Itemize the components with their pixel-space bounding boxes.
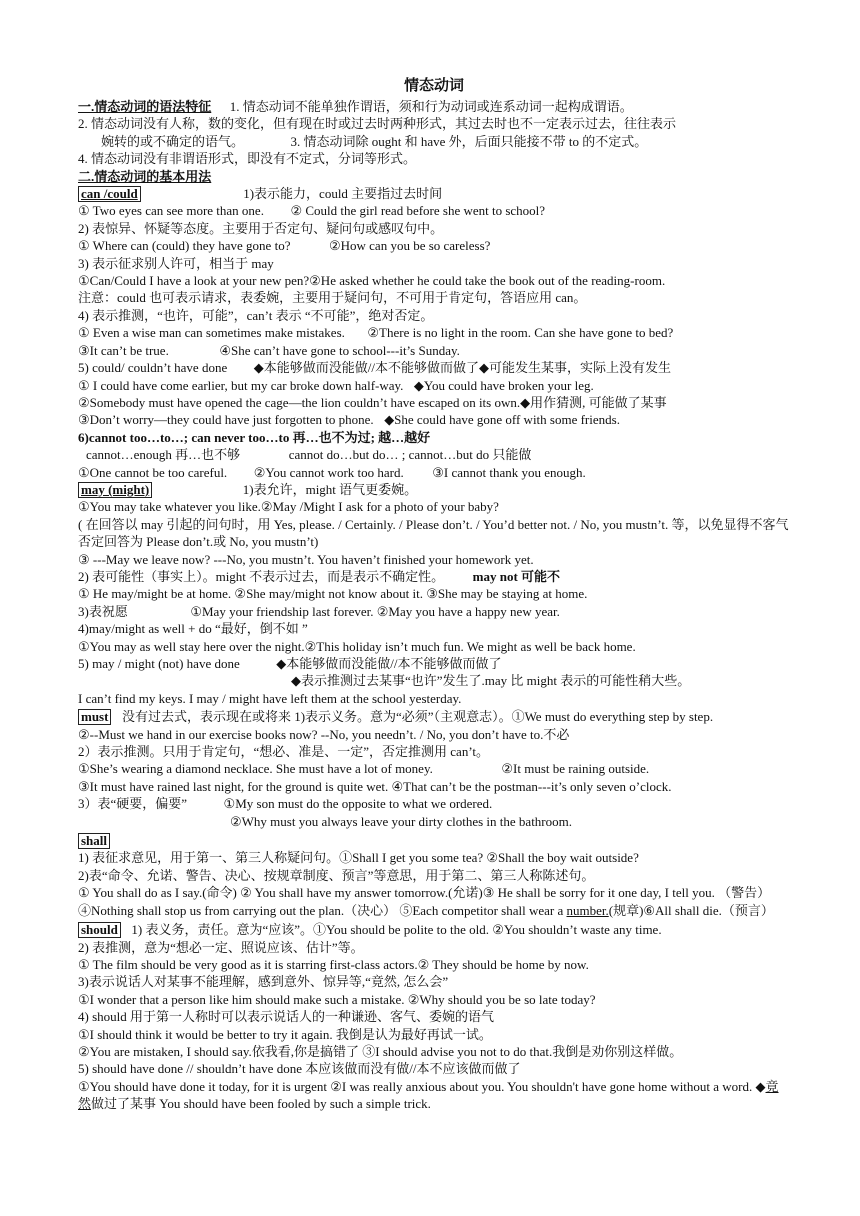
can-example-6b: ②You cannot work too hard. <box>253 464 404 480</box>
must-example-2c: ③It must have rained last night, for the ground is quite wet. ④That can’t be the postman---it’s only seven o’clock. <box>78 778 672 794</box>
may-usage-3-line <box>78 603 790 620</box>
may-usage-4: 4)may/might as well + do “最好，倒不如 ” <box>78 621 308 637</box>
can-usage-5-line <box>78 359 790 376</box>
must-usage-3-line <box>78 795 790 812</box>
should-usage-5: 5) should have done // shouldn’t have done 本应该做而没有做//本不应该做而做了 <box>78 1061 521 1077</box>
can-example-4a: ① Even a wise man can sometimes make mistakes. <box>78 325 345 341</box>
can-example-4d: ④She can’t have gone to school---it’s Sunday. <box>219 342 460 358</box>
can-example-6c: ③I cannot thank you enough. <box>432 464 586 480</box>
shall-label-line <box>78 832 790 849</box>
may-example-3: ①May your friendship last forever. ②May you have a happy new year. <box>190 603 560 619</box>
may-usage-5-line <box>78 655 790 672</box>
must-label: must <box>78 709 111 725</box>
must-example-2a: ①She’s wearing a diamond necklace. She must have a lot of money. <box>78 761 433 777</box>
can-example-5-line3 <box>78 411 790 428</box>
shall-usage-2: 2)表“命令、允诺、警告、决心、按规章制度、预言”等意思，用于第二、第三人称陈述句。 <box>78 867 595 883</box>
may-label: may (might) <box>78 482 152 498</box>
should-example-4b: ②You are mistaken, I should say.依我看,你是搞错了 ③I should advise you not to do that.我倒是劝你别这样做。 <box>78 1043 683 1059</box>
shall-example-2: ① You shall do as I say.(命令) ② You shall have my answer tomorrow.(允诺)③ He shall be sorry for it one day, I tell you. （警告） ④Nothing shall stop us from carrying out the plan.（决心） ⑤Each competitor shall wear a <box>78 885 771 918</box>
may-note-1: ( 在回答以 may 引起的问句时，用 Yes, please. / Certainly. / Please don’t. / You’d better not. / No, you mustn’t. 等，以免显得不客气否定回答为 Please don’t.或 No, you mustn’t) <box>78 516 789 550</box>
can-example-2-line <box>78 237 790 254</box>
can-example-1b: ② Could the girl read before she went to school? <box>290 203 546 219</box>
must-usage-2: 2）表示推测。只用于肯定句，“想必、准是、一定”，否定推测用 can’t。 <box>78 744 490 760</box>
may-usage-2b: may not 可能不 <box>472 568 561 584</box>
must-usage-1-block <box>78 708 790 725</box>
shall-example-2-block <box>78 884 790 919</box>
should-example-4a: ①I should think it would be better to try it again. 我倒是认为最好再试一试。 <box>78 1026 492 1042</box>
can-usage-2: 2) 表惊异、怀疑等态度。主要用于否定句、疑问句或感叹句中。 <box>78 220 444 236</box>
must-example-1: ②--Must we hand in our exercise books now? --No, you needn’t. / No, you don’t have to.不必 <box>78 726 570 742</box>
may-usage-1-line <box>78 481 790 498</box>
must-usage-3: 3）表“硬要，偏要” <box>78 796 188 812</box>
may-usage-5a: 5) may / might (not) have done <box>78 656 240 671</box>
may-example-5: I can’t find my keys. I may / might have left them at the school yesterday. <box>78 690 462 706</box>
can-usage-1-line <box>78 185 790 202</box>
document-page <box>78 76 790 1113</box>
may-usage-3: 3)表祝愿 <box>78 603 128 619</box>
can-usage-6-line2 <box>78 446 790 463</box>
can-note: 注意：could 也可表示请求，表委婉，主要用于疑问句，不可用于肯定句，答语应用 can。 <box>78 290 587 306</box>
can-example-5c: ②Somebody must have opened the cage—the lion couldn’t have escaped on its own.◆用作猜测, 可能做了某事 <box>78 394 667 410</box>
should-usage-1-line <box>78 921 790 938</box>
may-example-4: ①You may as well stay here over the night.②This holiday isn’t much fun. We might as well be back home. <box>78 638 636 654</box>
page-title: 情态动词 <box>403 78 464 94</box>
should-example-2: ① The film should be very good as it is starring first-class actors.② They should be home by now. <box>78 956 589 972</box>
should-example-5: ①You should have done it today, for it is urgent ②I was really anxious about you. You shouldn't have gone home without a word. ◆ <box>78 1078 766 1094</box>
should-usage-3: 3)表示说话人对某事不能理解，感到意外、惊异等,“竟然, 怎么会” <box>78 974 449 990</box>
should-example-5-block <box>78 1078 790 1113</box>
section-2-heading: 二.情态动词的基本用法 <box>78 168 212 184</box>
may-example-1: ①You may take whatever you like.②May /Might I ask for a photo of your baby? <box>78 499 499 515</box>
can-usage-5a: 5) could/ couldn’t have done <box>78 360 228 376</box>
can-usage-4: 4) 表示推测，“也许，可能”，can’t 表示 “不可能”，绝对否定。 <box>78 307 434 323</box>
can-example-4b: ②There is no light in the room. Can she have gone to bed? <box>367 325 674 341</box>
can-example-5b: ◆You could have broken your leg. <box>413 377 594 393</box>
feature-2a: 2. 情态动词没有人称，数的变化，但有现在时或过去时两种形式，其过去时也不一定表示过去，往往表示 <box>78 116 677 132</box>
should-example-5-underlined: 竟然 <box>78 1078 779 1112</box>
can-example-1a: ① Two eyes can see more than one. <box>78 203 264 219</box>
can-label: can /could <box>78 186 141 202</box>
may-usage-5c: ◆表示推测过去某事“也许”发生了.may 比 might 表示的可能性稍大些。 <box>291 673 691 689</box>
can-example-5-line <box>78 377 790 394</box>
must-usage-1: 没有过去式，表示现在或将来 1)表示义务。意为“必须”（主观意志）。①We must do everything step by step. <box>121 709 714 725</box>
may-example-1c: ③ ---May we leave now? ---No, you mustn’t. You haven’t finished your homework yet. <box>78 551 534 567</box>
can-usage-6b: cannot…enough 再…也不够 <box>86 447 241 463</box>
shall-usage-1: 1) 表征求意见，用于第一、第三人称疑问句。①Shall I get you some tea? ②Shall the boy wait outside? <box>78 850 639 866</box>
may-usage-2: 2) 表可能性（事实上）。might 不表示过去，而是表示不确定性。 <box>78 568 445 584</box>
feature-3: 3. 情态动词除 ought 和 have 外，后面只能接不带 to 的不定式。 <box>290 133 648 149</box>
can-example-3: ①Can/Could I have a look at your new pen?②He asked whether he could take the book out of the reading-room. <box>78 273 666 289</box>
can-usage-6a: 6)cannot too…to…; can never too…to 再…也不为过; 越…越好 <box>78 429 431 445</box>
can-usage-6c: cannot do…but do… ; cannot…but do 只能做 <box>288 447 532 463</box>
can-example-2a: ① Where can (could) they have gone to? <box>78 238 291 254</box>
should-example-3: ①I wonder that a person like him should make such a mistake. ②Why should you be so late today? <box>78 991 596 1007</box>
must-example-2b: ②It must be raining outside. <box>501 761 650 777</box>
shall-example-2-number: number. <box>566 902 609 918</box>
should-label: should <box>78 922 121 938</box>
may-usage-2-line <box>78 568 790 585</box>
may-usage-5b: ◆本能够做而没能做//本不能够做而做了 <box>276 656 502 671</box>
feature-1: 1. 情态动词不能单独作谓语，须和行为动词或连系动词一起构成谓语。 <box>229 99 633 114</box>
can-example-5e: ◆She could have gone off with some friends. <box>384 412 620 428</box>
should-usage-4: 4) should 用于第一人称时可以表示说话人的一种谦逊、客气、委婉的语气 <box>78 1009 495 1025</box>
can-usage-3: 3) 表示征求别人许可，相当于 may <box>78 255 274 271</box>
section-1-line <box>78 98 790 115</box>
can-example-4c: ③It can’t be true. <box>78 342 169 358</box>
must-example-3b: ②Why must you always leave your dirty clothes in the bathroom. <box>230 813 572 829</box>
should-usage-1: 1) 表义务，责任。意为“应该”。①You should be polite to the old. ②You shouldn’t waste any time. <box>131 922 662 938</box>
must-example-2-line <box>78 760 790 777</box>
can-example-4-line2 <box>78 342 790 359</box>
may-usage-1: 1)表允许，might 语气更委婉。 <box>242 481 418 497</box>
can-usage-5b: ◆本能够做而没能做//本不能够做而做了◆可能发生某事，实际上没有发生 <box>253 360 671 376</box>
can-example-2b: ②How can you be so careless? <box>328 238 491 254</box>
must-example-3a: ①My son must do the opposite to what we ordered. <box>223 796 493 812</box>
feature-4: 4. 情态动词没有非谓语形式，即没有不定式，分词等形式。 <box>78 151 417 167</box>
may-example-2: ① He may/might be at home. ②She may/might not know about it. ③She may be staying at home. <box>78 586 588 602</box>
can-example-4-line <box>78 324 790 341</box>
feature-2b-line <box>78 133 790 150</box>
section-1-heading: 一.情态动词的语法特征 <box>78 99 212 114</box>
can-example-1-line <box>78 202 790 219</box>
should-example-5-end: 做过了某事 You should have been fooled by such a simple trick. <box>91 1096 431 1112</box>
can-example-6-line <box>78 464 790 481</box>
can-example-5a: ① I could have come earlier, but my car broke down half-way. <box>78 377 404 393</box>
can-usage-1: 1)表示能力，could 主要指过去时间 <box>243 186 443 202</box>
should-usage-2: 2) 表推测，意为“想必一定、照说应该、估计”等。 <box>78 939 364 955</box>
shall-example-2-end: (规章)⑥All shall die.（预言） <box>608 902 774 918</box>
can-example-5d: ③Don’t worry—they could have just forgotten to phone. <box>78 412 374 428</box>
feature-2b: 婉转的或不确定的语气。 <box>101 133 245 149</box>
can-example-6a: ①One cannot be too careful. <box>78 464 228 480</box>
shall-label: shall <box>78 833 110 849</box>
